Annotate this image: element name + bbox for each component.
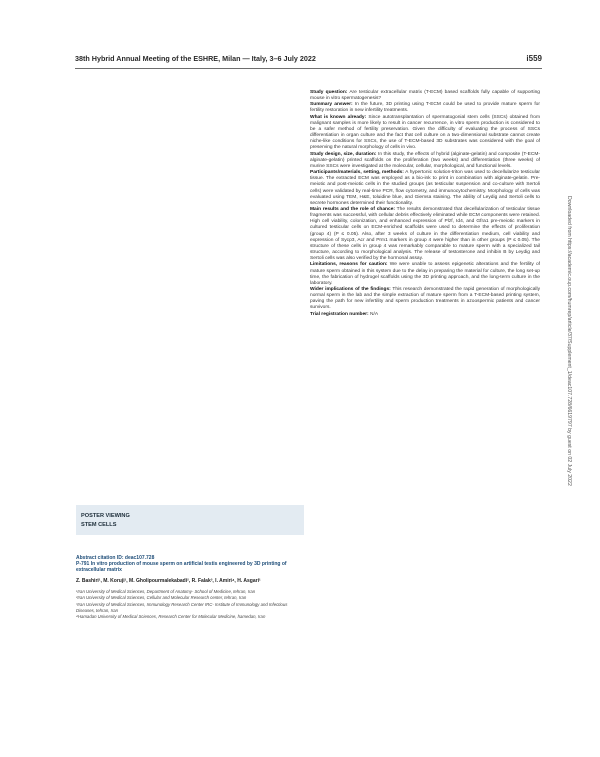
section-participants-methods: Participants/materials, setting, methods: A hypertonic solution-triton was used to decellularize testicular tissue. The extracted ECM was employed as a bio-ink to print in combination with alginate-gelatin. Pre-meiotic and post-meiotic cells in the studied groups (as testicular suspension and co-culture with Sertoli cells) were validated by real-time PCR, flow cytometry, and immunocytochemistry. Morphology of cells was evaluated using TEM, H&E, toluidine blue, and Giemsa staining. The ability of Leydig and Sertoli cells to secrete hormones determined their functionality. (310, 170, 540, 206)
affiliations (76, 589, 301, 620)
section-limitations: Limitations, reasons for caution: We were unable to assess epigenetic alterations and the fertility of mature sperm obtained in this system due to the delay in preparing the material for culture, the long set-up time, the fabrication of hydrogel scaffolds using the 3D printing approach, and the long-term culture in the laboratory. (310, 262, 540, 286)
section-wider-implications: Wider implications of the findings: This research demonstrated the rapid generation of morphologically normal sperm in the lab and the simple extraction of mature sperm from a T-ECM-based printing system, paving the path for new infertility and sperm production treatments in azoospermic patients and cancer survivors. (310, 287, 541, 311)
section-known-already: What is known already: Since autotransplantation of spermatogonial stem cells (SSCs) obtained from malignant samples is more likely to result in cancer recurrence, in vitro sperm production is considered to be a safer method of fertility preservation. Given the difficulty of evaluating the process of SSCs differentiation in organ culture and the fact that cell culture on a two-dimensional substrate cannot create niche-like conditions for SSCs, the use of T-ECM-based 3D substrates was considered with the goal of preserving the natural morphology of cells in vivo. (310, 114, 540, 151)
stem-cells-label: STEM CELLS (81, 522, 117, 528)
journal-header-title: 38th Hybrid Annual Meeting of the ESHRE, Milan — Italy, 3–6 July 2022 (75, 54, 316, 63)
author-list: Z. Bashiri¹, M. Koruji¹, M. Gholipourmalekabadi², R. Falak³, I. Amiri⁴, H. Asgari¹ (76, 577, 261, 584)
abstract-title: P-791 In vitro production of mouse sperm on artificial testis engineered by 3D printing of extracellular matrix (76, 561, 287, 574)
section-summary-answer: Summary answer: In the future, 3D printing using T-ECM could be used to provide mature sperm for fertility restoration in new infertility treatments. (310, 102, 540, 114)
affiliation-2: ²Iran University of Medical Sciences, Cellular and Molecular Research center, tehran, Iran (76, 595, 247, 601)
section-trial-registration: Trial registration number: N/A (310, 311, 379, 317)
running-header (75, 54, 542, 66)
download-note: Downloaded from https://academic.oup.com/humrep/article/37/Supplement_1/deac107.728/6619797 by guest on 02 July 2022 (566, 196, 572, 486)
affiliation-3: ³Iran University of Medical Sciences, Immunology Research Center IRC- Institute of Immunology and Infectious Diseases, tehran, Iran (76, 602, 288, 613)
abstract-body (310, 90, 540, 318)
poster-viewing-banner (76, 505, 304, 535)
section-study-question: Study question: Are testicular extracellular matrix (T-ECM) based scaffolds fully capable of supporting mouse in vitro spermatogenesis? (310, 90, 540, 102)
download-watermark (566, 196, 576, 588)
poster-viewing-label: POSTER VIEWING (81, 513, 130, 519)
affiliation-4: ⁴Hamadan University of Medical Sciences, Research Center for Molecular Medicine, hamedan, Iran (76, 614, 266, 620)
section-study-design: Study design, size, duration: In this study, the effects of hybrid (alginate-gelatin) and composite (T-ECM-alginate-gelatin) printed scaffolds on the proliferation (two weeks) and differentiation (three weeks) of murine SSCs were investigated at the molecular, cellular, morphological, and functional levels. (310, 151, 541, 169)
section-main-results: Main results and the role of chance: The results demonstrated that decellularization of testicular tissue fragments was successful, with cellular debris effectively eliminated while ECM components were retained. High cell viability, colonization, and enhanced expression of Plzf, Id4, and Gfra1 pre-meiotic markers in cultured testicular cells on ECM-enriched scaffolds were used to determine the effects of proliferation (group 4) (P ≤ 0.05). Also, after 3 weeks of culture in the differentiation medium, cell viability and expression of Sycp3, Acr and Prm1 markers in group 4 were higher than in other groups (P ≤ 0.05). The structure of these cells in group 4 was remarkably comparable to mature sperm with a specialized tail structure, according to morphological analysis. The release of testosterone and inhibin B by Leydig and Sertoli cells was also verified by the hormonal assay. (310, 206, 540, 262)
header-rule (75, 68, 542, 69)
affiliation-1: ¹Iran University of Medical Sciences, Department of Anatomy- School of Medicine, tehran, Iran (76, 588, 256, 594)
abstract-header (76, 555, 301, 621)
abstract-citation-id: Abstract citation ID: deac107.728 (76, 555, 155, 561)
page-number: i559 (526, 54, 542, 63)
